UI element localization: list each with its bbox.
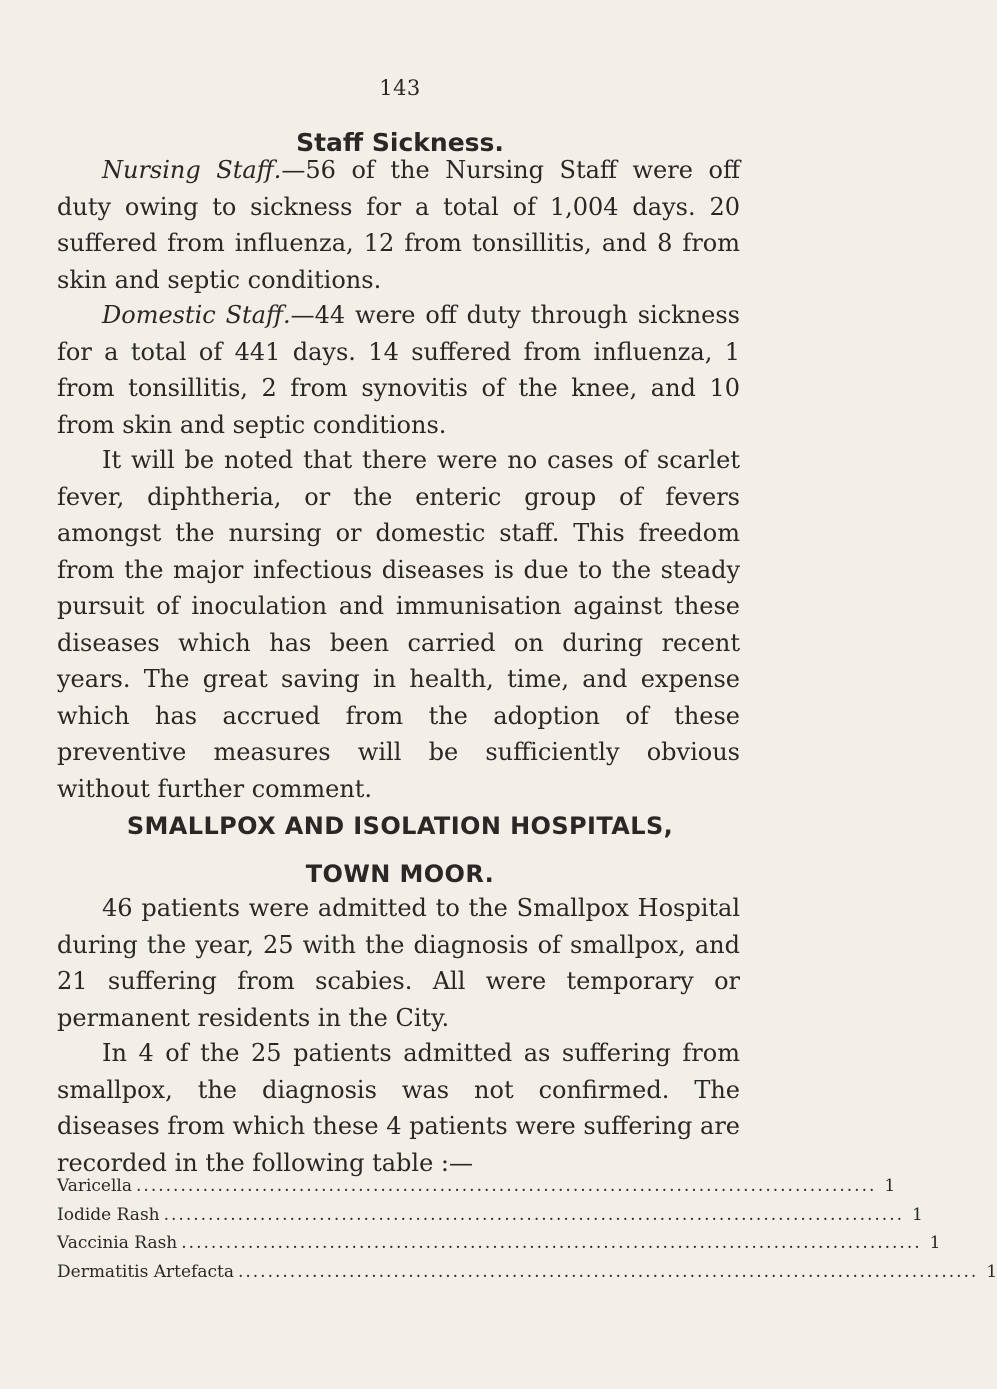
dot-leader: .................................................................................................... — [237, 1261, 979, 1282]
paragraph-admissions: 46 patients were admitted to the Smallpox Hospital during the year, 25 with the diagnosis of smallpox, and 21 suffering from scabies. All were temporary or permanent residents in the City. — [57, 894, 740, 1032]
dot-leader: .................................................................................................... — [163, 1204, 905, 1225]
table-row-value: 1 — [929, 1233, 941, 1253]
table-row — [57, 1201, 923, 1230]
domestic-staff-lead: Domestic Staff. — [102, 301, 291, 329]
table-row-label: Iodide Rash — [57, 1204, 160, 1225]
page-number: 143 — [379, 76, 421, 100]
table-row — [57, 1172, 896, 1201]
paragraph-diagnosis: In 4 of the 25 patients admitted as suffering from smallpox, the diagnosis was not confirmed. The diseases from which these 4 patients were suffering are recorded in the following table :— — [57, 1039, 740, 1177]
diagnosis-table — [57, 1172, 997, 1286]
table-row-label: Dermatitis Artefacta — [57, 1261, 234, 1282]
table-row-value: 1 — [884, 1176, 896, 1196]
table-row-value: 1 — [912, 1204, 923, 1225]
table-row-label: Varicella — [57, 1176, 133, 1196]
nursing-staff-text: —56 of the Nursing Staff were off duty owing to sickness for a total of 1,004 days. 20 suffered from influenza, 12 from tonsillitis, and 8 from skin and septic conditions. — [57, 156, 741, 294]
domestic-staff-text: —44 were off duty through sickness for a total of 441 days. 14 suffered from influenza, 1 from tonsillitis, 2 from synovitis of the knee, and 10 from skin and septic conditions. — [57, 301, 740, 439]
section-subheading-town-moor: TOWN MOOR. — [305, 860, 495, 888]
section-heading-hospitals: SMALLPOX AND ISOLATION HOSPITALS, — [126, 812, 674, 840]
table-row-label: Vaccinia Rash — [57, 1233, 178, 1253]
paragraph-nursing-staff — [57, 152, 740, 298]
paragraph-note: It will be noted that there were no cases of scarlet fever, diphtheria, or the enteric group of fevers amongst the nursing or domestic staff. This freedom from the major infectious diseases is due to the steady pursuit of inoculation and immunisation against these diseases which has been carried on during recent years. The great saving in health, time, and expense which has accrued from the adoption of these preventive measures will be sufficiently obvious without further comment. — [57, 446, 740, 803]
table-row — [57, 1258, 997, 1287]
section-heading-staff-sickness: Staff Sickness. — [296, 128, 504, 157]
dot-leader: .................................................................................................... — [181, 1233, 922, 1253]
nursing-staff-lead: Nursing Staff. — [102, 156, 282, 184]
paragraph-domestic-staff — [57, 297, 740, 443]
dot-leader: .................................................................................................... — [136, 1176, 877, 1196]
table-row-value: 1 — [986, 1261, 997, 1282]
table-row — [57, 1229, 941, 1258]
